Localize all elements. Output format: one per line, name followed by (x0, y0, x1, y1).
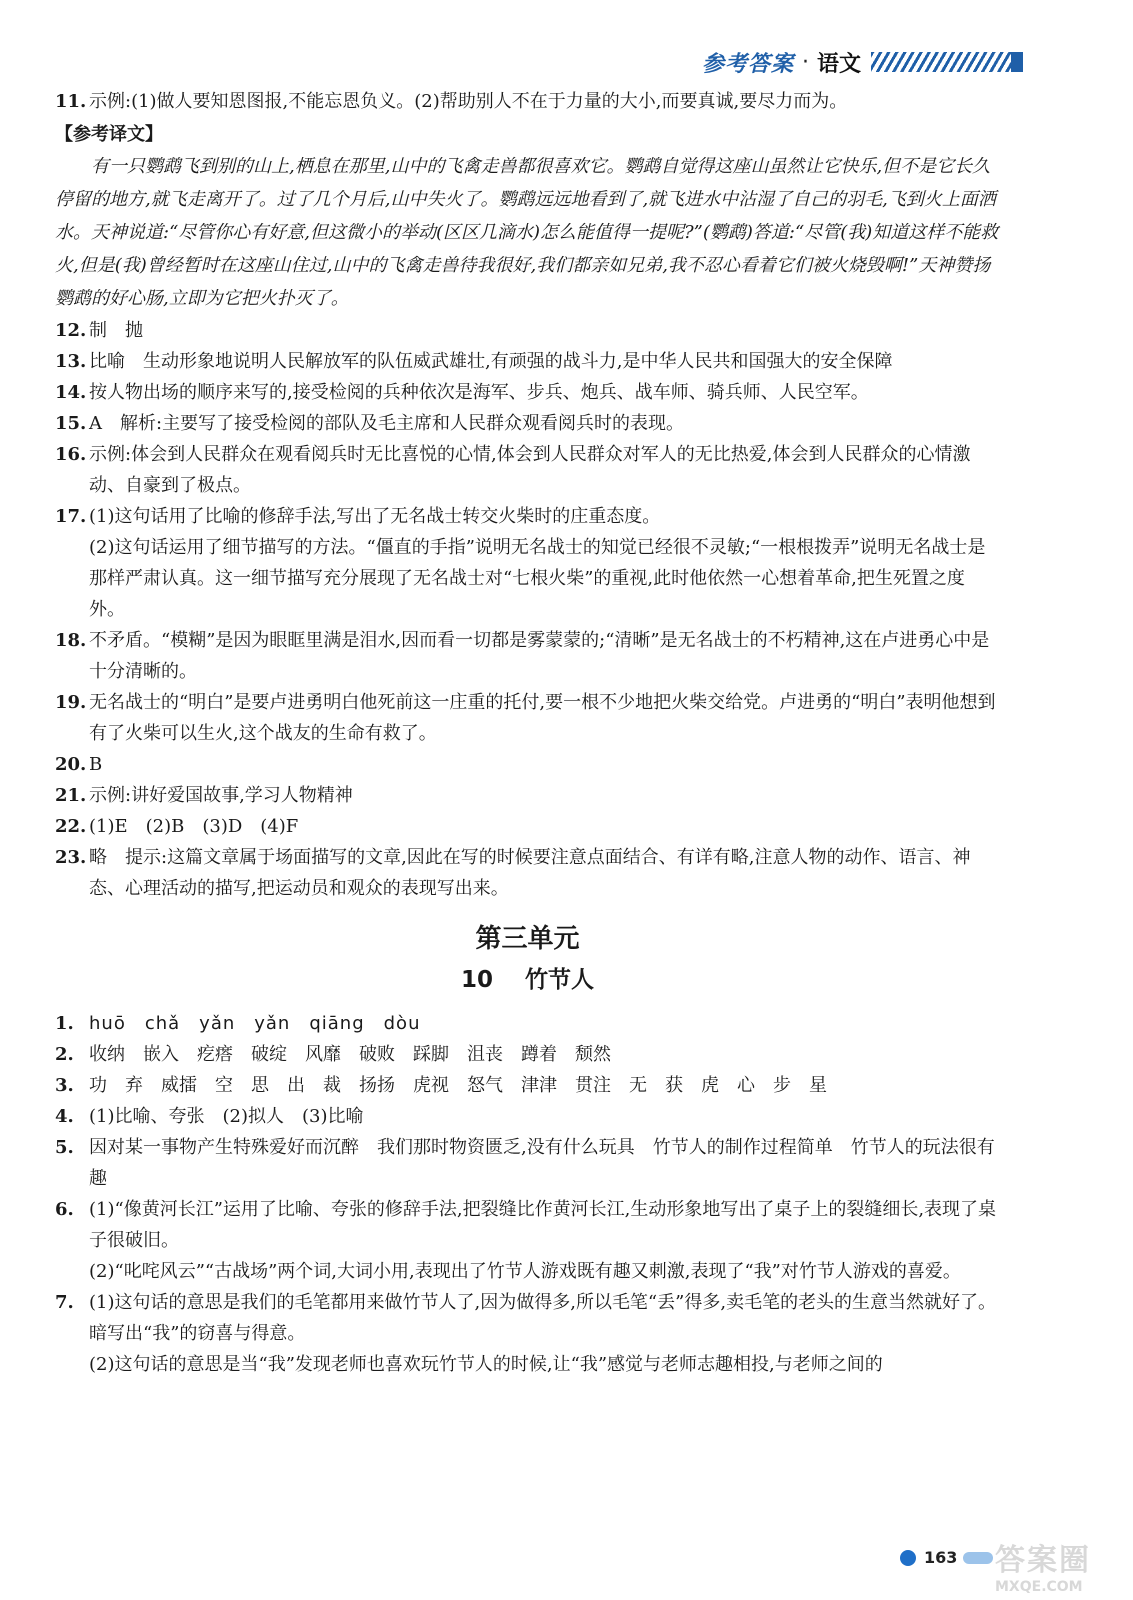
answer-text: (1)这句话用了比喻的修辞手法,写出了无名战士转交火柴时的庄重态度。 (89, 506, 661, 527)
header-stripe-decoration (871, 52, 1023, 72)
answer-item (55, 1070, 1000, 1101)
answer-text: 按人物出场的顺序来写的,接受检阅的兵种依次是海军、步兵、炮兵、战车师、骑兵师、人民空军。 (89, 382, 869, 403)
answer-body: 示例:(1)做人要知恩图报,不能忘恩负义。(2)帮助别人不在于力量的大小,而要真诚,要尽力而为。 (89, 91, 848, 112)
answer-body (89, 625, 1000, 687)
answer-number: 22. (55, 816, 87, 837)
answer-item (55, 1008, 1000, 1039)
answer-text: 示例:体会到人民群众在观看阅兵时无比喜悦的心情,体会到人民群众对军人的无比热爱,体会到人民群众的心情激动、自豪到了极点。 (89, 444, 971, 496)
answer-item (55, 842, 1000, 904)
answer-text: 示例:讲好爱国故事,学习人物精神 (89, 785, 353, 806)
answer-number: 4. (55, 1106, 74, 1127)
watermark-url: MXQE.COM (995, 1579, 1083, 1595)
answer-number: 19. (55, 692, 87, 713)
answer-body (89, 1287, 1000, 1380)
answer-text: B (89, 754, 103, 775)
answer-body (89, 377, 1000, 408)
page-header (702, 44, 1023, 80)
answer-body (89, 501, 1000, 625)
answer-text: (1)E (2)B (3)D (4)F (89, 816, 299, 837)
answer-item (55, 1194, 1000, 1287)
answer-text: 无名战士的“明白”是要卢进勇明白他死前这一庄重的托付,要一根不少地把火柴交给党。卢进勇的“明白”表明他想到有了火柴可以生火,这个战友的生命有救了。 (89, 692, 996, 744)
watermark (995, 1535, 1115, 1595)
answer-body (89, 1070, 1000, 1101)
answer-item (55, 1039, 1000, 1070)
answer-number: 13. (55, 351, 87, 372)
answer-text: (2)这句话运用了细节描写的方法。“僵直的手指”说明无名战士的知觉已经很不灵敏;“一根根拨弄”说明无名战士是那样严肃认真。这一细节描写充分展现了无名战士对“七根火柴”的重视,此时他依然一心想着革命,把生死置之度外。 (89, 537, 986, 620)
answer-item (55, 377, 1000, 408)
answer-item (55, 749, 1000, 780)
answer-body (89, 346, 1000, 377)
answer-content (55, 86, 1000, 1380)
page-bullet-icon (900, 1550, 916, 1566)
answer-text: 制 抛 (89, 320, 143, 341)
unit-title: 第三单元 (475, 924, 580, 954)
answer-body (89, 408, 1000, 439)
answer-text: 略 提示:这篇文章属于场面描写的文章,因此在写的时候要注意点面结合、有详有略,注意人物的动作、语言、神态、心理活动的描写,把运动员和观众的表现写出来。 (89, 847, 971, 899)
answer-item (55, 86, 1000, 117)
answer-body (89, 842, 1000, 904)
answer-body (89, 315, 1000, 346)
answer-number: 12. (55, 320, 87, 341)
answer-item (55, 1287, 1000, 1380)
answer-body (89, 1008, 1000, 1039)
cloud-decoration (963, 1552, 993, 1564)
answer-body (89, 749, 1000, 780)
answer-number: 17. (55, 506, 87, 527)
answer-body (89, 1132, 1000, 1194)
lesson-number: 10 (460, 967, 493, 993)
answer-text: (1)“像黄河长江”运用了比喻、夸张的修辞手法,把裂缝比作黄河长江,生动形象地写出了桌子上的裂缝细长,表现了桌子很破旧。 (89, 1199, 997, 1251)
answer-number: 16. (55, 444, 87, 465)
answer-item (55, 408, 1000, 439)
answer-item (55, 625, 1000, 687)
answer-body (89, 780, 1000, 811)
translation-tag: 【参考译文】 (55, 124, 163, 145)
answer-text: (1)这句话的意思是我们的毛笔都用来做竹节人了,因为做得多,所以毛笔“丢”得多,卖毛笔的老头的生意当然就好了。暗写出“我”的窃喜与得意。 (89, 1292, 997, 1344)
answer-number: 18. (55, 630, 87, 651)
answer-body (89, 1194, 1000, 1287)
answer-number: 7. (55, 1292, 74, 1313)
answer-text: 不矛盾。“模糊”是因为眼眶里满是泪水,因而看一切都是雾蒙蒙的;“清晰”是无名战士的不朽精神,这在卢进勇心中是十分清晰的。 (89, 630, 990, 682)
answer-number: 1. (55, 1013, 74, 1034)
answer-number: 11. (55, 91, 87, 112)
answer-list-bottom (55, 1008, 1000, 1380)
answer-item (55, 346, 1000, 377)
answer-item (55, 315, 1000, 346)
answer-number: 15. (55, 413, 87, 434)
answer-text: 因对某一事物产生特殊爱好而沉醉 我们那时物资匮乏,没有什么玩具 竹节人的制作过程简单 竹节人的玩法很有趣 (89, 1137, 995, 1189)
header-separator: · (801, 49, 809, 75)
lesson-name: 竹节人 (525, 967, 594, 993)
answer-body (89, 687, 1000, 749)
page-footer (900, 1548, 993, 1567)
page-number: 163 (924, 1548, 958, 1567)
answer-text: 功 弃 威擂 空 思 出 裁 扬扬 虎视 怒气 津津 贯注 无 获 虎 心 步 星 (89, 1075, 827, 1096)
answer-item (55, 687, 1000, 749)
answer-text: (2)这句话的意思是当“我”发现老师也喜欢玩竹节人的时候,让“我”感觉与老师志趣相投,与老师之间的 (89, 1354, 883, 1375)
answer-number: 5. (55, 1137, 74, 1158)
answer-number: 20. (55, 754, 87, 775)
answer-item (55, 811, 1000, 842)
translation-text: 有一只鹦鹉飞到别的山上,栖息在那里,山中的飞禽走兽都很喜欢它。鹦鹉自觉得这座山虽然让它快乐,但不是它长久停留的地方,就飞走离开了。过了几个月后,山中失火了。鹦鹉远远地看到了,就飞进水中沾湿了自己的羽毛,飞到火上面洒水。天神说道:“尽管你心有好意,但这微小的举动(区区几滴水)怎么能值得一提呢?”(鹦鹉)答道:“尽管(我)知道这样不能救火,但是(我)曾经暂时在这座山住过,山中的飞禽走兽待我很好,我们都亲如兄弟,我不忍心看着它们被火烧毁啊!”天神赞扬鹦鹉的好心肠,立即为它把火扑灭了。 (55, 156, 999, 309)
answer-body (89, 1101, 1000, 1132)
answer-body (89, 1039, 1000, 1070)
answer-body (89, 811, 1000, 842)
answer-item (55, 501, 1000, 625)
answer-number: 23. (55, 847, 87, 868)
answer-number: 14. (55, 382, 87, 403)
header-brand: 参考答案 (701, 51, 794, 77)
answer-number: 3. (55, 1075, 74, 1096)
answer-text: (2)“叱咤风云”“古战场”两个词,大词小用,表现出了竹节人游戏既有趣又刺激,表现了“我”对竹节人游戏的喜爱。 (89, 1261, 961, 1282)
answer-item (55, 1132, 1000, 1194)
watermark-logo: 答案圈 (995, 1543, 1091, 1578)
answer-text: 收纳 嵌入 疙瘩 破绽 风靡 破败 踩脚 沮丧 蹲着 颓然 (89, 1044, 611, 1065)
answer-number: 2. (55, 1044, 74, 1065)
answer-item (55, 780, 1000, 811)
answer-number: 6. (55, 1199, 74, 1220)
answer-number: 21. (55, 785, 87, 806)
answer-list-top (55, 86, 1000, 117)
answer-text: (1)比喻、夸张 (2)拟人 (3)比喻 (89, 1106, 364, 1127)
answer-list-mid (55, 315, 1000, 904)
header-subject: 语文 (816, 51, 861, 77)
answer-text: 比喻 生动形象地说明人民解放军的队伍威武雄壮,有顽强的战斗力,是中华人民共和国强大的安全保障 (89, 351, 893, 372)
answer-item (55, 1101, 1000, 1132)
answer-text: huō chǎ yǎn yǎn qiāng dòu (89, 1013, 421, 1034)
answer-body (89, 439, 1000, 501)
answer-item (55, 439, 1000, 501)
lesson-title (55, 965, 1000, 996)
answer-text: A 解析:主要写了接受检阅的部队及毛主席和人民群众观看阅兵时的表现。 (89, 413, 685, 434)
